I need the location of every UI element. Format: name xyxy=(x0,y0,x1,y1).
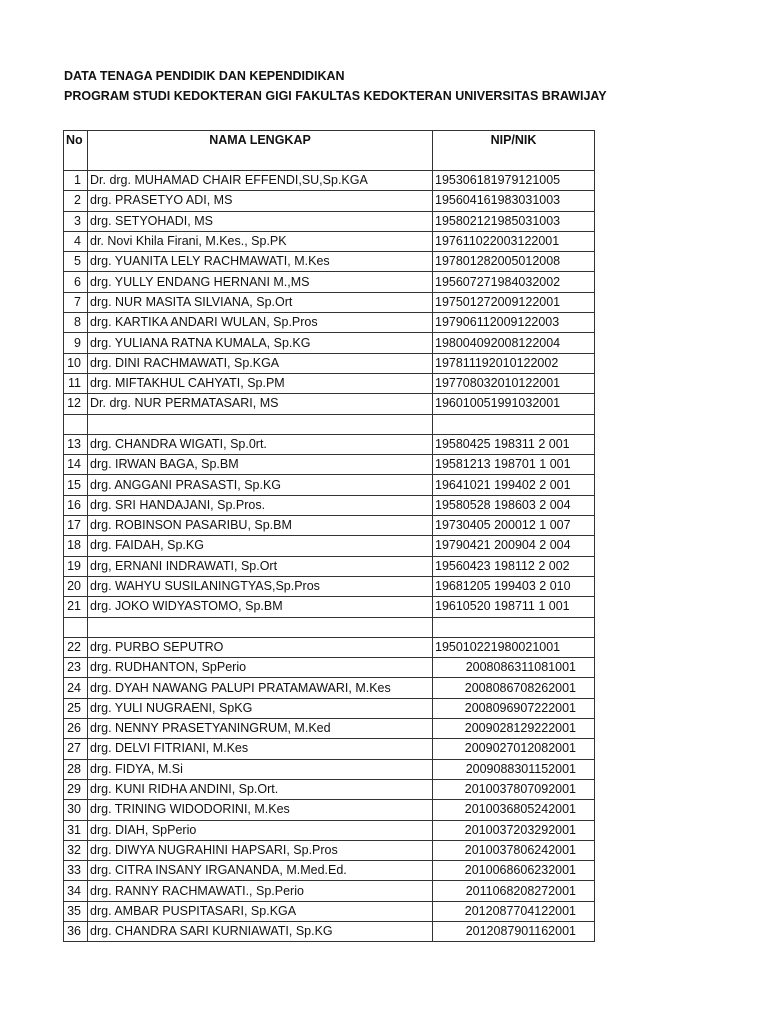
full-name: drg. KUNI RIDHA ANDINI, Sp.Ort. xyxy=(88,779,433,799)
full-name: drg. CHANDRA SARI KURNIAWATI, Sp.KG xyxy=(88,921,433,941)
full-name: drg. KARTIKA ANDARI WULAN, Sp.Pros xyxy=(88,313,433,333)
nip-nik: 19730405 200012 1 007 xyxy=(433,516,595,536)
row-number: 35 xyxy=(64,901,88,921)
row-number: 11 xyxy=(64,373,88,393)
table-row xyxy=(64,861,595,881)
nip-nik: 2009027012082001 xyxy=(433,739,595,759)
full-name: drg. JOKO WIDYASTOMO, Sp.BM xyxy=(88,597,433,617)
row-number: 19 xyxy=(64,556,88,576)
row-number: 18 xyxy=(64,536,88,556)
row-number: 13 xyxy=(64,434,88,454)
full-name: drg. IRWAN BAGA, Sp.BM xyxy=(88,455,433,475)
table-row xyxy=(64,333,595,353)
full-name: drg. YUANITA LELY RACHMAWATI, M.Kes xyxy=(88,252,433,272)
nip-nik: 197801282005012008 xyxy=(433,252,595,272)
table-row xyxy=(64,171,595,191)
table-row xyxy=(64,901,595,921)
staff-table xyxy=(63,130,595,942)
table-row xyxy=(64,211,595,231)
table-row xyxy=(64,475,595,495)
row-number: 7 xyxy=(64,292,88,312)
full-name: drg. SETYOHADI, MS xyxy=(88,211,433,231)
full-name: drg. DIAH, SpPerio xyxy=(88,820,433,840)
row-number: 6 xyxy=(64,272,88,292)
header-nip: NIP/NIK xyxy=(433,131,595,171)
table-row xyxy=(64,779,595,799)
row-number: 34 xyxy=(64,881,88,901)
nip-nik: 2008086311081001 xyxy=(433,658,595,678)
table-row xyxy=(64,637,595,657)
blank-separator-row xyxy=(64,414,595,434)
row-number: 33 xyxy=(64,861,88,881)
blank-cell xyxy=(433,617,595,637)
row-number: 26 xyxy=(64,719,88,739)
table-row xyxy=(64,353,595,373)
nip-nik: 19581213 198701 1 001 xyxy=(433,455,595,475)
document-subtitle: PROGRAM STUDI KEDOKTERAN GIGI FAKULTAS KEDOKTERAN UNIVERSITAS BRAWIJAY xyxy=(64,89,607,103)
full-name: drg. DINI RACHMAWATI, Sp.KGA xyxy=(88,353,433,373)
full-name: drg. FIDYA, M.Si xyxy=(88,759,433,779)
header-no: No xyxy=(64,131,88,171)
nip-nik: 197906112009122003 xyxy=(433,313,595,333)
row-number: 5 xyxy=(64,252,88,272)
nip-nik: 2010036805242001 xyxy=(433,800,595,820)
row-number: 36 xyxy=(64,921,88,941)
table-row xyxy=(64,840,595,860)
nip-nik: 19681205 199403 2 010 xyxy=(433,576,595,596)
nip-nik: 2009028129222001 xyxy=(433,719,595,739)
table-row xyxy=(64,719,595,739)
full-name: drg. DYAH NAWANG PALUPI PRATAMAWARI, M.Kes xyxy=(88,678,433,698)
nip-nik: 2010037806242001 xyxy=(433,840,595,860)
table-row xyxy=(64,556,595,576)
table-body xyxy=(64,171,595,942)
table-row xyxy=(64,759,595,779)
full-name: Dr. drg. NUR PERMATASARI, MS xyxy=(88,394,433,414)
table-row xyxy=(64,516,595,536)
row-number: 22 xyxy=(64,637,88,657)
full-name: drg. MIFTAKHUL CAHYATI, Sp.PM xyxy=(88,373,433,393)
table-row xyxy=(64,434,595,454)
row-number: 15 xyxy=(64,475,88,495)
full-name: drg. RUDHANTON, SpPerio xyxy=(88,658,433,678)
nip-nik: 19580528 198603 2 004 xyxy=(433,495,595,515)
row-number: 2 xyxy=(64,191,88,211)
row-number: 25 xyxy=(64,698,88,718)
full-name: drg. RANNY RACHMAWATI., Sp.Perio xyxy=(88,881,433,901)
nip-nik: 2008086708262001 xyxy=(433,678,595,698)
table-row xyxy=(64,252,595,272)
full-name: drg. YULI NUGRAENI, SpKG xyxy=(88,698,433,718)
nip-nik: 195306181979121005 xyxy=(433,171,595,191)
full-name: drg. NENNY PRASETYANINGRUM, M.Ked xyxy=(88,719,433,739)
row-number: 4 xyxy=(64,231,88,251)
blank-cell xyxy=(88,617,433,637)
nip-nik: 2009088301152001 xyxy=(433,759,595,779)
document-title: DATA TENAGA PENDIDIK DAN KEPENDIDIKAN xyxy=(64,69,345,83)
blank-cell xyxy=(64,617,88,637)
full-name: drg. PRASETYO ADI, MS xyxy=(88,191,433,211)
nip-nik: 197811192010122002 xyxy=(433,353,595,373)
header-name: NAMA LENGKAP xyxy=(88,131,433,171)
table-row xyxy=(64,536,595,556)
nip-nik: 19580425 198311 2 001 xyxy=(433,434,595,454)
full-name: drg, ERNANI INDRAWATI, Sp.Ort xyxy=(88,556,433,576)
full-name: drg. TRINING WIDODORINI, M.Kes xyxy=(88,800,433,820)
full-name: drg. SRI HANDAJANI, Sp.Pros. xyxy=(88,495,433,515)
table-row xyxy=(64,313,595,333)
row-number: 12 xyxy=(64,394,88,414)
nip-nik: 19610520 198711 1 001 xyxy=(433,597,595,617)
nip-nik: 19560423 198112 2 002 xyxy=(433,556,595,576)
nip-nik: 195010221980021001 xyxy=(433,637,595,657)
row-number: 20 xyxy=(64,576,88,596)
table-row xyxy=(64,881,595,901)
table-row xyxy=(64,231,595,251)
table-row xyxy=(64,800,595,820)
nip-nik: 2012087901162001 xyxy=(433,921,595,941)
row-number: 29 xyxy=(64,779,88,799)
full-name: drg. ANGGANI PRASASTI, Sp.KG xyxy=(88,475,433,495)
nip-nik: 19641021 199402 2 001 xyxy=(433,475,595,495)
row-number: 31 xyxy=(64,820,88,840)
table-row xyxy=(64,739,595,759)
nip-nik: 2010068606232001 xyxy=(433,861,595,881)
nip-nik: 195802121985031003 xyxy=(433,211,595,231)
table-row xyxy=(64,658,595,678)
row-number: 27 xyxy=(64,739,88,759)
full-name: drg. FAIDAH, Sp.KG xyxy=(88,536,433,556)
table-row xyxy=(64,373,595,393)
table-row xyxy=(64,698,595,718)
full-name: drg. YULIANA RATNA KUMALA, Sp.KG xyxy=(88,333,433,353)
row-number: 32 xyxy=(64,840,88,860)
table-row xyxy=(64,292,595,312)
row-number: 24 xyxy=(64,678,88,698)
full-name: drg. ROBINSON PASARIBU, Sp.BM xyxy=(88,516,433,536)
full-name: dr. Novi Khila Firani, M.Kes., Sp.PK xyxy=(88,231,433,251)
table-row xyxy=(64,272,595,292)
table-row xyxy=(64,455,595,475)
full-name: drg. NUR MASITA SILVIANA, Sp.Ort xyxy=(88,292,433,312)
table-row xyxy=(64,191,595,211)
row-number: 23 xyxy=(64,658,88,678)
table-header-row xyxy=(64,131,595,171)
full-name: drg. DIWYA NUGRAHINI HAPSARI, Sp.Pros xyxy=(88,840,433,860)
row-number: 14 xyxy=(64,455,88,475)
nip-nik: 197708032010122001 xyxy=(433,373,595,393)
blank-cell xyxy=(433,414,595,434)
table-row xyxy=(64,495,595,515)
nip-nik: 195604161983031003 xyxy=(433,191,595,211)
table-row xyxy=(64,394,595,414)
row-number: 8 xyxy=(64,313,88,333)
full-name: drg. CITRA INSANY IRGANANDA, M.Med.Ed. xyxy=(88,861,433,881)
full-name: drg. YULLY ENDANG HERNANI M.,MS xyxy=(88,272,433,292)
full-name: drg. PURBO SEPUTRO xyxy=(88,637,433,657)
row-number: 21 xyxy=(64,597,88,617)
row-number: 9 xyxy=(64,333,88,353)
nip-nik: 197611022003122001 xyxy=(433,231,595,251)
blank-separator-row xyxy=(64,617,595,637)
full-name: drg. CHANDRA WIGATI, Sp.0rt. xyxy=(88,434,433,454)
nip-nik: 2010037203292001 xyxy=(433,820,595,840)
table-row xyxy=(64,597,595,617)
full-name: drg. WAHYU SUSILANINGTYAS,Sp.Pros xyxy=(88,576,433,596)
full-name: drg. AMBAR PUSPITASARI, Sp.KGA xyxy=(88,901,433,921)
row-number: 3 xyxy=(64,211,88,231)
table-row xyxy=(64,921,595,941)
nip-nik: 2010037807092001 xyxy=(433,779,595,799)
table-row xyxy=(64,576,595,596)
table-row xyxy=(64,678,595,698)
row-number: 1 xyxy=(64,171,88,191)
row-number: 16 xyxy=(64,495,88,515)
nip-nik: 198004092008122004 xyxy=(433,333,595,353)
row-number: 10 xyxy=(64,353,88,373)
table-row xyxy=(64,820,595,840)
full-name: Dr. drg. MUHAMAD CHAIR EFFENDI,SU,Sp.KGA xyxy=(88,171,433,191)
full-name: drg. DELVI FITRIANI, M.Kes xyxy=(88,739,433,759)
blank-cell xyxy=(64,414,88,434)
nip-nik: 2011068208272001 xyxy=(433,881,595,901)
row-number: 17 xyxy=(64,516,88,536)
nip-nik: 196010051991032001 xyxy=(433,394,595,414)
row-number: 28 xyxy=(64,759,88,779)
blank-cell xyxy=(88,414,433,434)
nip-nik: 2008096907222001 xyxy=(433,698,595,718)
nip-nik: 19790421 200904 2 004 xyxy=(433,536,595,556)
nip-nik: 195607271984032002 xyxy=(433,272,595,292)
row-number: 30 xyxy=(64,800,88,820)
nip-nik: 2012087704122001 xyxy=(433,901,595,921)
nip-nik: 197501272009122001 xyxy=(433,292,595,312)
